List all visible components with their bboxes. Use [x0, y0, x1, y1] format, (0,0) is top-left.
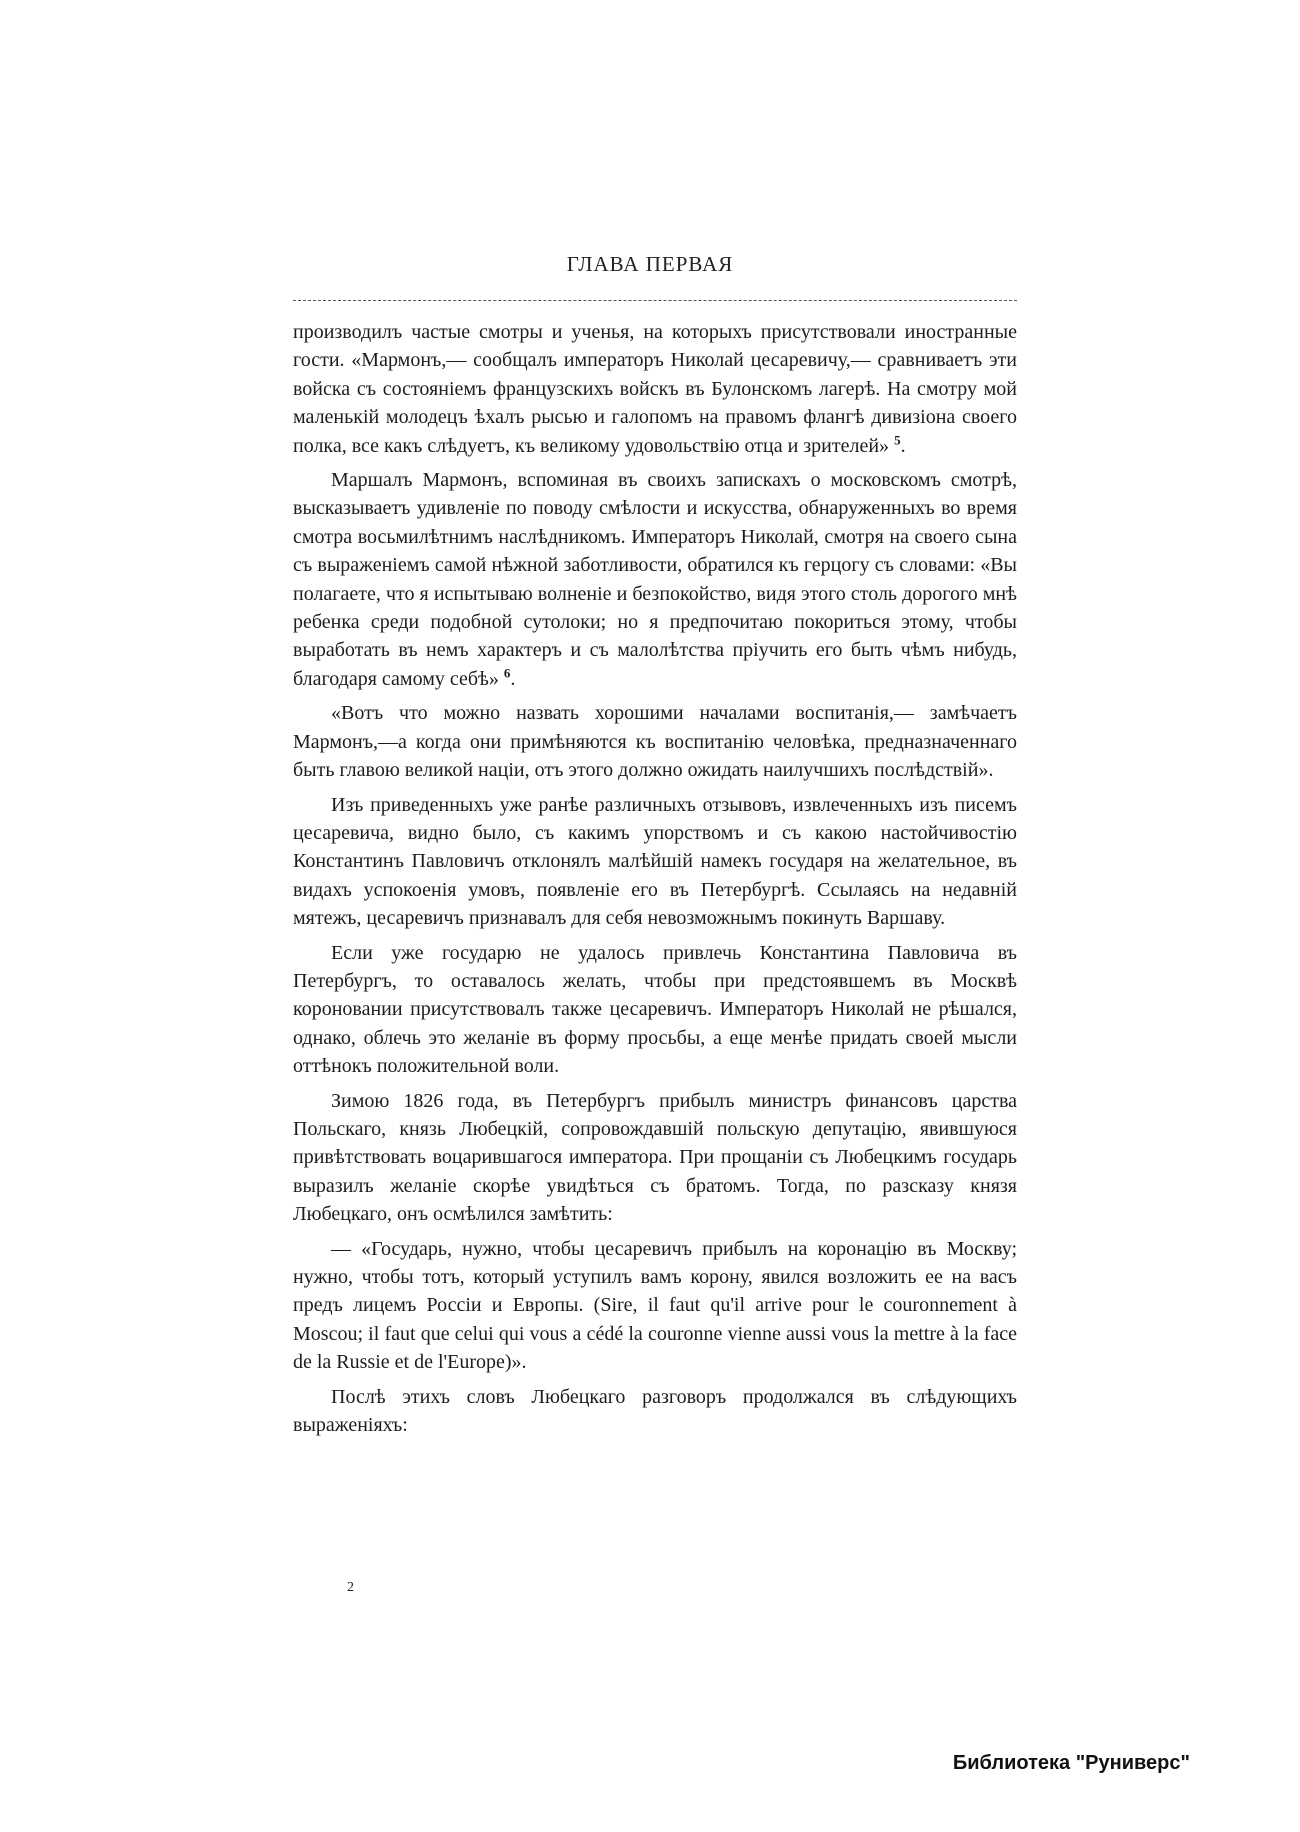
footnote-marker-5: 5: [894, 431, 901, 447]
paragraph-2-text: Маршалъ Мармонъ, вспоминая въ своихъ запискахъ о московскомъ смотрѣ, высказываетъ удивленiе по поводу смѣлости и искусства, обнаруженныхъ во время смотра восьмилѣтнимъ наслѣдникомъ. Императоръ Николай, смотря на своего сына съ выраженiемъ самой нѣжной заботливости, обратился къ герцогу съ словами: «Вы полагаете, что я испытываю волненiе и безпокойство, видя этого столь дорогого мнѣ ребенка среди подобной сутолоки; но я предпочитаю покориться этому, чтобы выработать въ немъ характеръ и съ малолѣтства прiучить его быть чѣмъ нибудь, благодаря самому себѣ»: [293, 469, 1017, 690]
body-text: [293, 318, 1017, 1445]
paragraph-4-text: Изъ приведенныхъ уже ранѣе различныхъ отзывовъ, извлеченныхъ изъ писемъ цесаревича, видно было, съ какимъ упорствомъ и съ какою настойчивостiю Константинъ Павловичъ отклонялъ малѣйшiй намекъ государя на желательное, въ видахъ успокоенiя умовъ, появленiе его въ Петербургѣ. Ссылаясь на недавнiй мятежъ, цесаревичъ признавалъ для себя невозможнымъ покинуть Варшаву.: [293, 793, 1017, 930]
paragraph-3: [293, 699, 1017, 784]
paragraph-1-text: производилъ частые смотры и ученья, на которыхъ присутствовали иностранные гости. «Мармонъ,— сообщалъ императоръ Николай цесаревичу,— сравниваетъ эти войска съ состоянiемъ французскихъ войскъ въ Булонскомъ лагерѣ. На смотру мой маленькiй молодецъ ѣхалъ рысью и галопомъ на правомъ флангѣ дивизiона своего полка, все какъ слѣдуетъ, къ великому удовольствiю отца и зрителей»: [293, 321, 1017, 457]
paragraph-5: [293, 939, 1017, 1081]
paragraph-4: [293, 791, 1017, 933]
library-stamp: Библиотека "Руниверс": [952, 1752, 1190, 1774]
paragraph-5-text: Если уже государю не удалось привлечь Константина Павловича въ Петербургъ, то оставалось желать, чтобы при предстоявшемъ въ Москвѣ короновании присутствовалъ также цесаревичъ. Императоръ Николай не рѣшался, однако, облечь это желанiе въ форму просьбы, а еще менѣе придать своей мысли оттѣнокъ положительной воли.: [293, 941, 1017, 1078]
paragraph-6: [293, 1087, 1017, 1229]
paragraph-8: [293, 1383, 1017, 1440]
page-number: 2: [347, 1580, 354, 1595]
chapter-title: ГЛАВА ПЕРВАЯ: [566, 252, 734, 276]
paragraph-8-text: Послѣ этихъ словъ Любецкаго разговоръ продолжался въ слѣдующихъ выраженiяхъ:: [293, 1385, 1017, 1437]
paragraph-2: Маршалъ Мармонъ, вспоминая въ своихъ запискахъ о московскомъ смотрѣ, высказываетъ удивленiе по поводу смѣлости и искусства, обнаруженныхъ во время смотра восьмилѣтнимъ наслѣдникомъ. Императоръ Николай, смотря на своего сына съ выраженiемъ самой нѣжной заботливости, обратился къ герцогу съ словами: «Вы полагаете, что я испытываю волненiе и безпокойство, видя этого столь дорогого мнѣ ребенка среди подобной сутолоки; но я предпочитаю покориться этому, чтобы выработать въ немъ характеръ и съ малолѣтства прiучить его быть чѣмъ нибудь, благодаря самому себѣ» $^6$.: [293, 469, 1017, 690]
paragraph-7: [293, 1235, 1017, 1377]
footnote-marker-6: 6: [503, 665, 511, 681]
paragraph-7-text: — «Государь, нужно, чтобы цесаревичъ прибылъ на коронацiю въ Москву; нужно, чтобы тотъ, который уступилъ вамъ корону, явился возложить ее на васъ предъ лицемъ Россiи и Европы. (Sire, il faut qu'il arrive pour le couronnement à Moscou; il faut que celui qui vous a cédé la couronne vienne aussi vous la mettre à la face de la Russie et de l'Europe)».: [293, 1237, 1017, 1374]
paragraph-3-text: «Вотъ что можно назвать хорошими началами воспитанiя,— замѣчаетъ Мармонъ,—а когда они примѣняются къ воспитанiю человѣка, предназначеннаго быть главою великой нацiи, отъ этого должно ожидать наилучшихъ послѣдствiй».: [293, 702, 1017, 782]
paragraph-1: производилъ частые смотры и ученья, на которыхъ присутствовали иностранные гости. «Мармонъ,— сообщалъ императоръ Николай цесаревичу,— сравниваетъ эти войска съ состоянiемъ французскихъ войскъ въ Булонскомъ лагерѣ. На смотру мой маленькiй молодецъ ѣхалъ рысью и галопомъ на правомъ флангѣ дивизiона своего полка, все какъ слѣдуетъ, къ великому удовольствiю отца и зрителей» $^5$.: [293, 321, 1017, 457]
header-divider: [293, 300, 1017, 301]
paragraph-6-text: Зимою 1826 года, въ Петербургъ прибылъ министръ финансовъ царства Польскаго, князь Любецкiй, сопровождавшiй польскую депутацiю, явившуюся привѣтствовать воцарившагося императора. При прощанiи съ Любецкимъ государь выразилъ желанiе скорѣе увидѣться съ братомъ. Тогда, по разсказу князя Любецкаго, онъ осмѣлился замѣтить:: [293, 1089, 1017, 1226]
